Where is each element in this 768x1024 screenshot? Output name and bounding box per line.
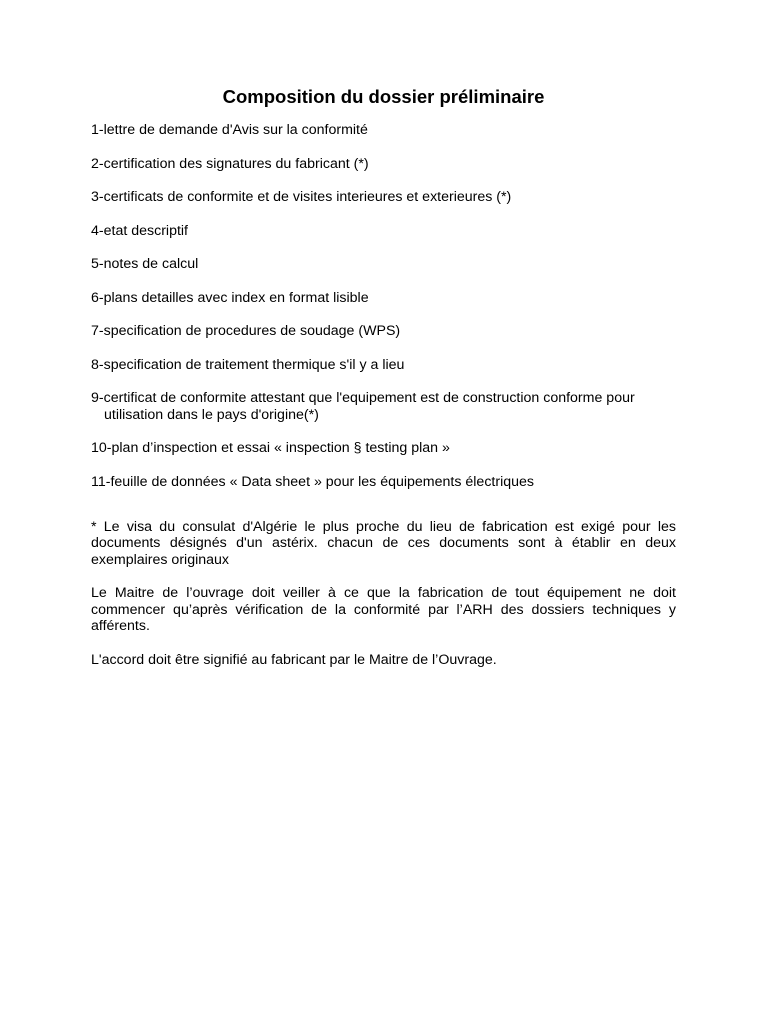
- list-item: 6-plans detailles avec index en format lisible: [91, 289, 369, 306]
- list-item: 5-notes de calcul: [91, 256, 199, 272]
- list-item: 4-etat descriptif: [91, 222, 188, 239]
- document-title: Composition du dossier préliminaire: [222, 86, 545, 107]
- list-item: 11-feuille de données « Data sheet » pour les équipements électriques: [91, 473, 534, 490]
- visa-note: * Le visa du consulat d'Algérie le plus proche du lieu de fabrication est exigé pour les documents désignés d'un astérix. chacun de ces documents sont à établir en deux exemplaires originaux: [91, 518, 676, 568]
- agreement-note: L'accord doit être signifié au fabricant par le Maitre de l’Ouvrage.: [91, 651, 497, 668]
- list-item: 7-specification de procedures de soudage (WPS): [91, 323, 401, 339]
- list-item-9: [91, 390, 676, 424]
- list-item: 2-certification des signatures du fabricant (*): [91, 155, 369, 172]
- list-item-9-continuation: utilisation dans le pays d'origine(*): [104, 407, 319, 423]
- list-item: 10-plan d’inspection et essai « inspection § testing plan »: [91, 440, 450, 456]
- notes-section: [91, 519, 676, 669]
- list-item-9-text: 9-certificat de conformite attestant que l'equipement est de construction conforme pour: [91, 390, 635, 406]
- document-page: [91, 84, 676, 685]
- list-item: 8-specification de traitement thermique s'il y a lieu: [91, 356, 405, 373]
- owner-note: Le Maitre de l’ouvrage doit veiller à ce que la fabrication de tout équipement ne doit commencer qu’après vérification de la conformité par l’ARH des dossiers techniques y afférents.: [91, 585, 676, 634]
- list-item: 1-lettre de demande d'Avis sur la conformité: [91, 122, 368, 138]
- list-item: 3-certificats de conformite et de visites interieures et exterieures (*): [91, 189, 512, 205]
- dossier-item-list: [91, 122, 676, 491]
